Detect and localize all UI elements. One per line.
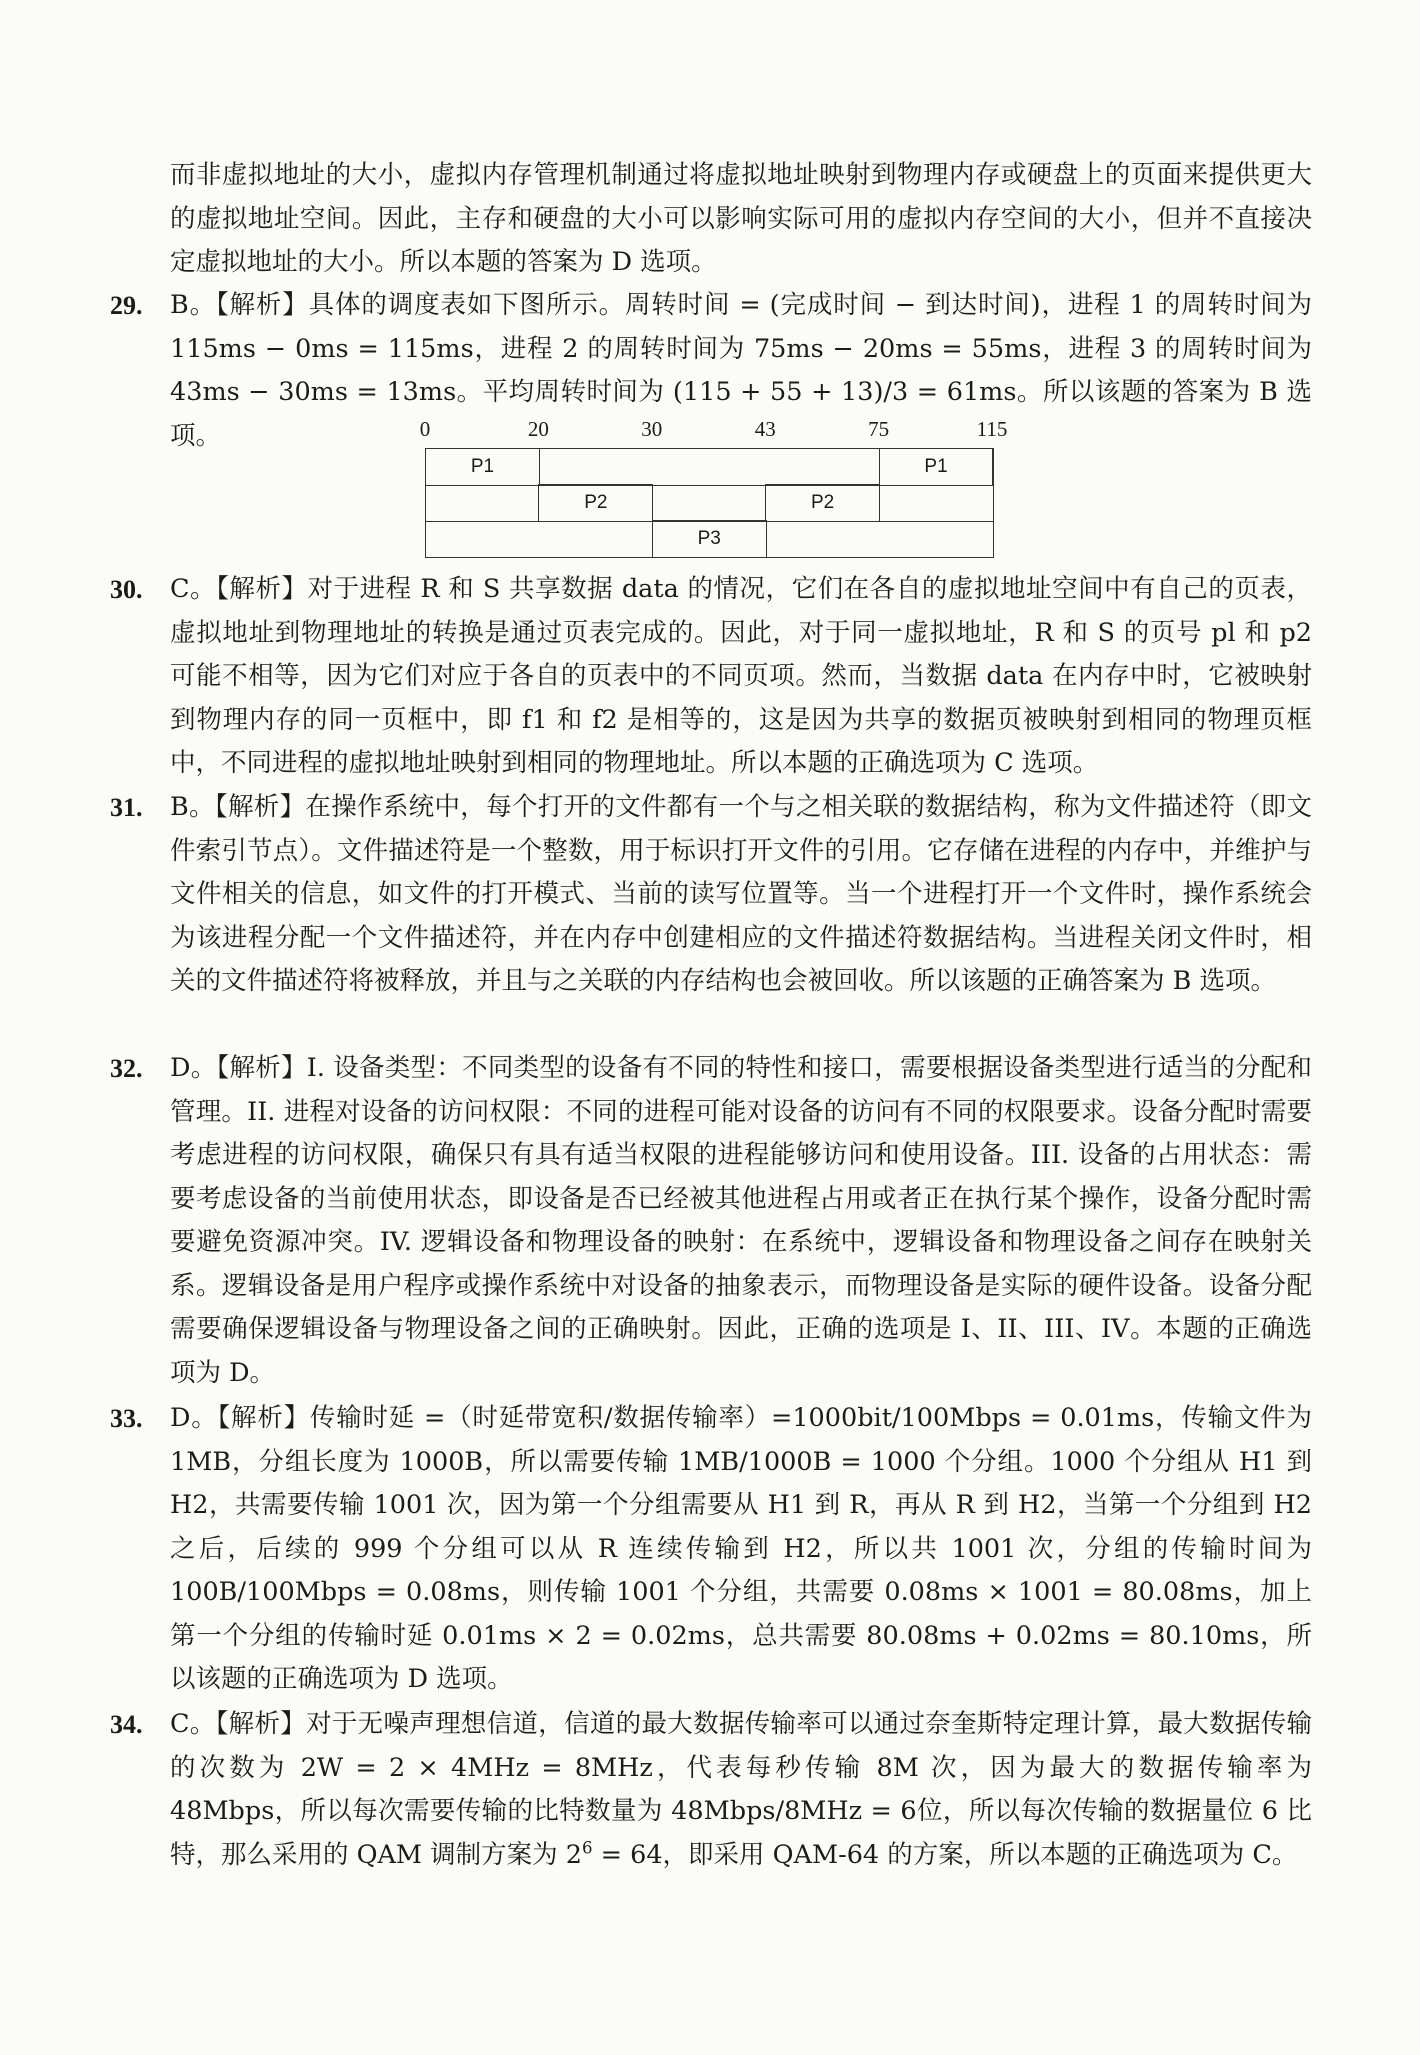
item-text: B。【解析】具体的调度表如下图所示。周转时间 = (完成时间 − 到达时间)，进程 1 的周转时间为 115ms − 0ms = 115ms，进程 2 的周转时间为 75ms − 20ms = 55ms，进程 3 的周转时间为 43ms − 30ms = 13ms。平均周转时间为 (115 + 55 + 13)/3 = 61ms。所以该题的答案为 B 选项。 [170,290,1312,451]
item-text [170,1703,1312,1877]
item-text: D。【解析】传输时延 =（时延带宽积/数据传输率）=1000bit/100Mbps = 0.01ms，传输文件为 1MB，分组长度为 1000B，所以需要传输 1MB/1000B = 1000 个分组。1000 个分组从 H1 到 H2，共需要传输 1001 次，因为第一个分组需要从 H1 到 R，再从 R 到 H2，当第一个分组到 H2 之后，后续的 999 个分组可以从 R 连续传输到 H2，所以共 1001 次，分组的传输时间为 100B/100Mbps = 0.08ms，则传输 1001 个分组，共需要 0.08ms × 1001 = 80.08ms，加上第一个分组的传输时延 0.01ms × 2 = 0.02ms，总共需要 80.08ms + 0.02ms = 80.10ms，所以该题的正确选项为 D 选项。 [170,1403,1312,1694]
item-number: 32. [110,1054,143,1083]
gantt-block-p2: P2 [538,484,653,522]
gantt-tick-label: 115 [976,417,1008,441]
intro-paragraph: 而非虚拟地址的大小，虚拟内存管理机制通过将虚拟地址映射到物理内存或硬盘上的页面来提供更大的虚拟地址空间。因此，主存和硬盘的大小可以影响实际可用的虚拟内存空间的大小，但并不直接决定虚拟地址的大小。所以本题的答案为 D 选项。 [170,160,1312,277]
item-number: 33. [110,1404,143,1433]
gantt-tick-label: 0 [419,417,431,441]
superscript-exponent: 6 [581,1838,593,1857]
gantt-block-p1: P1 [425,448,540,486]
gantt-tick-label: 43 [754,417,776,441]
item-text: D。【解析】I. 设备类型：不同类型的设备有不同的特性和接口，需要根据设备类型进行适当的分配和管理。II. 进程对设备的访问权限：不同的进程可能对设备的访问有不同的权限要求。设备分配时需要考虑进程的访问权限，确保只有具有适当权限的进程能够访问和使用设备。III. 设备的占用状态：需要考虑设备的当前使用状态，即设备是否已经被其他进程占用或者正在执行某个操作，设备分配时需要避免资源冲突。IV. 逻辑设备和物理设备的映射：在系统中，逻辑设备和物理设备之间存在映射关系。逻辑设备是用户程序或操作系统中对设备的抽象表示，而物理设备是实际的硬件设备。设备分配需要确保逻辑设备与物理设备之间的正确映射。因此，正确的选项是 I、II、III、IV。本题的正确选项为 D。 [170,1053,1312,1388]
item-text: B。【解析】在操作系统中，每个打开的文件都有一个与之相关联的数据结构，称为文件描述符（即文件索引节点）。文件描述符是一个整数，用于标识打开文件的引用。它存储在进程的内存中，并维护与文件相关的信息，如文件的打开模式、当前的读写位置等。当一个进程打开一个文件时，操作系统会为该进程分配一个文件描述符，并在内存中创建相应的文件描述符数据结构。当进程关闭文件时，相关的文件描述符将被释放，并且与之关联的内存结构也会被回收。所以该题的正确答案为 B 选项。 [170,792,1312,996]
gantt-schedule-table [425,448,994,558]
item-number: 31. [110,793,143,822]
item-number: 29. [110,291,143,320]
gantt-tick-label: 30 [641,417,663,441]
item-text: C。【解析】对于进程 R 和 S 共享数据 data 的情况，它们在各自的虚拟地址空间中有自己的页表，虚拟地址到物理地址的转换是通过页表完成的。因此，对于同一虚拟地址，R 和 S 的页号 pl 和 p2 可能不相等，因为它们对应于各自的页表中的不同页项。然而，当数据 data 在内存中时，它被映射到物理内存的同一页框中，即 f1 和 f2 是相等的，这是因为共享的数据页被映射到相同的物理页框中，不同进程的虚拟地址映射到相同的物理地址。所以本题的正确选项为 C 选项。 [170,574,1312,778]
item-number: 34. [110,1710,143,1739]
item-text-part: C。【解析】对于无噪声理想信道，信道的最大数据传输率可以通过奈奎斯特定理计算，最大数据传输的次数为 2W = 2 × 4MHz = 8MHz，代表每秒传输 8M 次，因为最大的数据传输率为 48Mbps，所以每次需要传输的比特数量为 48Mbps/8MHz = 6位，所以每次传输的数据量位 6 比特，那么采用的 QAM 调制方案为 2 [170,1709,1312,1870]
gantt-block-p1: P1 [879,448,994,486]
item-number: 30. [110,575,143,604]
gantt-tick-label: 20 [527,417,549,441]
gantt-block-p3: P3 [652,520,767,558]
item-text-part: = 64，即采用 QAM-64 的方案，所以本题的正确选项为 C。 [592,1839,1298,1870]
gantt-block-p2: P2 [765,484,880,522]
gantt-tick-label: 75 [868,417,890,441]
